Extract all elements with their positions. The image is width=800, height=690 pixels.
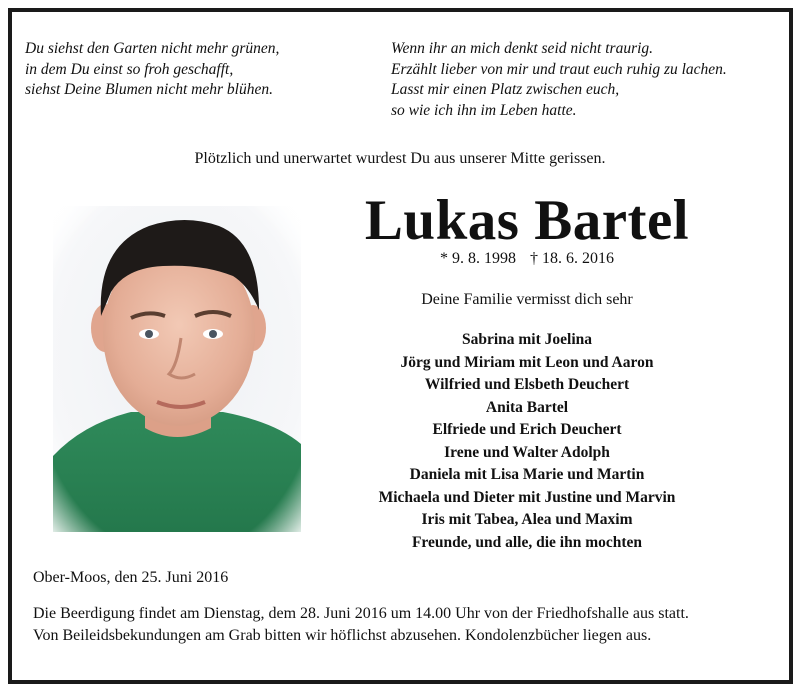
- place-date: Ober-Moos, den 25. Juni 2016: [33, 569, 229, 586]
- mourner-entry: Iris mit Tabea, Alea und Maxim: [421, 511, 633, 528]
- poem-line: Erzählt lieber von mir und traut euch ruhig zu lachen.: [391, 60, 727, 78]
- poem-line: Wenn ihr an mich denkt seid nicht traurig.: [391, 40, 654, 57]
- portrait-photo: [53, 206, 301, 532]
- poem-line: Lasst mir einen Platz zwischen euch,: [391, 81, 620, 98]
- family-intro: Deine Familie vermisst dich sehr: [421, 291, 633, 308]
- portrait-illustration: [53, 206, 301, 532]
- mourner-entry: Daniela mit Lisa Marie und Martin: [409, 466, 645, 483]
- life-dates: [340, 250, 714, 268]
- intro-text: Plötzlich und unerwartet wurdest Du aus unserer Mitte gerissen.: [194, 150, 606, 167]
- poem-left: [25, 39, 279, 101]
- deceased-name: Lukas Bartel: [364, 189, 690, 252]
- birth-date: * 9. 8. 1998: [440, 250, 516, 267]
- poem-line: Du siehst den Garten nicht mehr grünen,: [25, 40, 280, 57]
- mourner-entry: Irene und Walter Adolph: [444, 443, 610, 461]
- poem-right: [391, 39, 727, 121]
- mourner-entry: Anita Bartel: [485, 398, 569, 416]
- poem-line: in dem Du einst so froh geschafft,: [25, 60, 234, 78]
- mourner-entry: Sabrina mit Joelina: [461, 331, 593, 348]
- mourner-entry: Freunde, und alle, die ihn mochten: [411, 533, 643, 551]
- mourner-entry: Wilfried und Elsbeth Deuchert: [424, 376, 630, 393]
- funeral-notice: [33, 603, 689, 647]
- mourner-entry: Michaela und Dieter mit Justine und Marvin: [378, 488, 676, 506]
- poem-line: siehst Deine Blumen nicht mehr blühen.: [25, 81, 273, 98]
- mourners-list: [320, 329, 734, 554]
- death-date: † 18. 6. 2016: [530, 250, 614, 267]
- mourner-entry: Jörg und Miriam mit Leon und Aaron: [400, 353, 654, 371]
- notice-line: Die Beerdigung findet am Dienstag, dem 28. Juni 2016 um 14.00 Uhr von der Friedhofshalle aus statt.: [33, 605, 689, 622]
- poem-line: so wie ich ihn im Leben hatte.: [391, 101, 577, 119]
- mourner-entry: Elfriede und Erich Deuchert: [432, 421, 622, 438]
- notice-line: Von Beileidsbekundungen am Grab bitten wir höflichst abzusehen. Kondolenzbücher liegen aus.: [33, 627, 652, 644]
